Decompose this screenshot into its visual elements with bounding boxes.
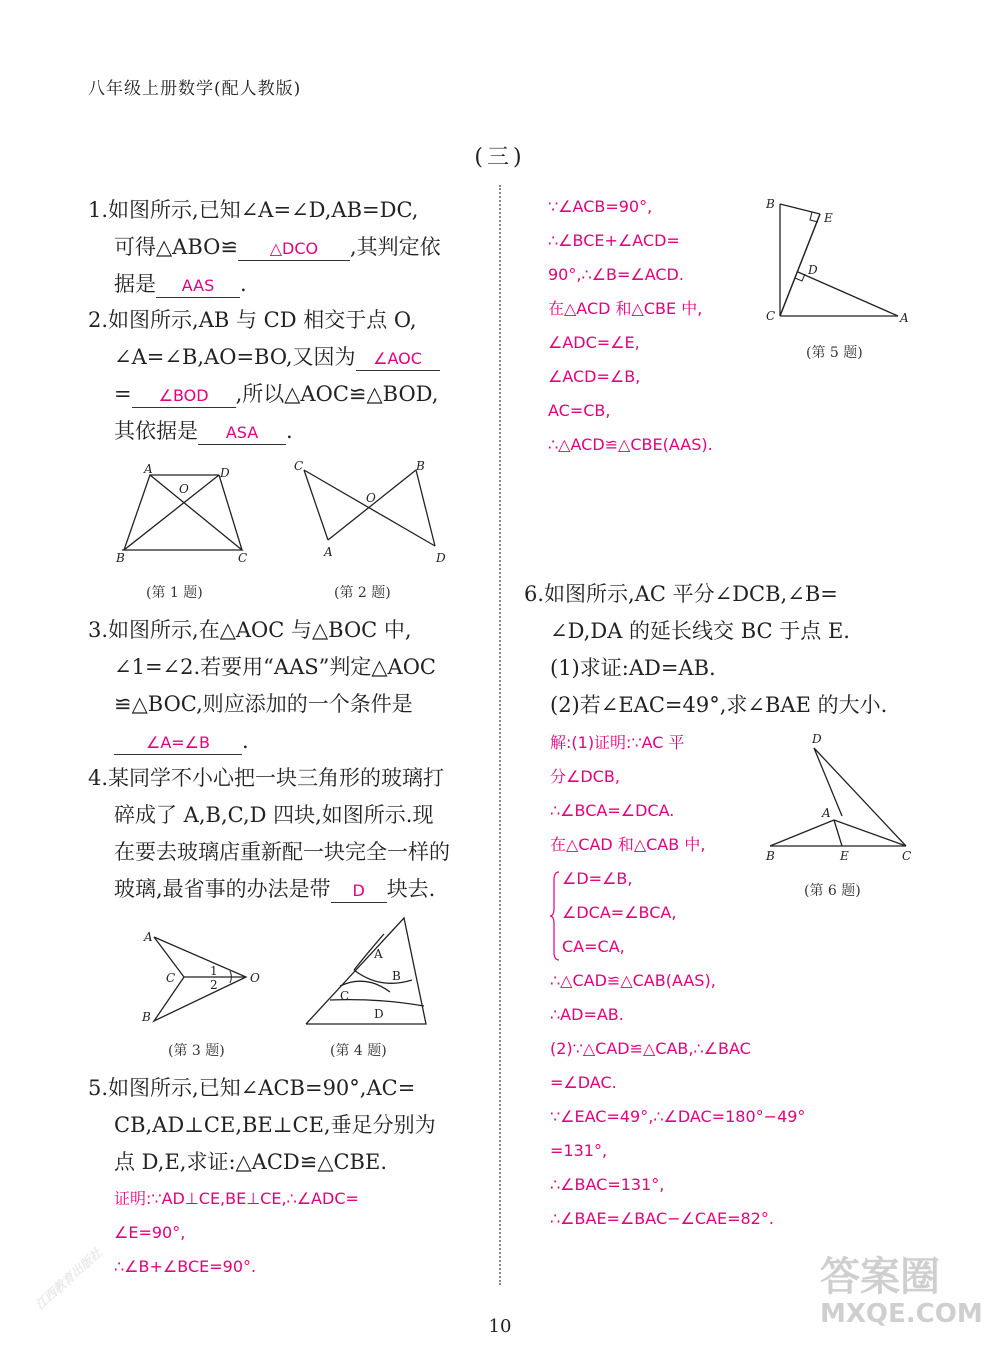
figure-4-caption: (第 4 题) (330, 1043, 387, 1059)
question-5 (88, 1070, 488, 1181)
fig5-label-c: C (766, 309, 776, 323)
figure-4-diagram (300, 910, 440, 1035)
site-logo (820, 1255, 983, 1329)
fig4-label-d: D (374, 1007, 384, 1021)
fig2-label-d: D (436, 551, 446, 565)
fig5-label-d: D (808, 263, 818, 277)
q1-answer-blank-1: △DCO (238, 238, 350, 261)
q6-answer-line: =131°, (550, 1141, 608, 1160)
q4-line1: 4.某同学不小心把一块三角形的玻璃打 (88, 766, 445, 790)
q6-answer-part1 (550, 726, 770, 862)
q6-system-line: CA=CA, (562, 937, 625, 956)
question-2 (88, 302, 488, 450)
q5-answer-line: ∴∠BCE+∠ACD= (548, 231, 680, 250)
q6-answer-line: 分∠DCB, (550, 767, 620, 786)
question-6 (524, 576, 944, 724)
q2-answer-blank-2: ∠BOD (132, 385, 236, 408)
section-title: (三) (474, 145, 526, 170)
fig3-label-b: B (142, 1010, 151, 1024)
fig6-label-e: E (840, 849, 849, 863)
fig3-label-o: O (250, 971, 260, 985)
fig3-label-a: A (144, 930, 153, 944)
fig1-label-d: D (220, 466, 230, 480)
figure-3-caption: (第 3 题) (168, 1043, 225, 1059)
fig2-label-a: A (324, 545, 333, 559)
page-number: 10 (488, 1316, 512, 1337)
figure-6-diagram (760, 728, 920, 868)
fig1-label-c: C (238, 551, 248, 565)
q5-answer-line: ∠ADC=∠E, (548, 333, 640, 352)
q5-answer-line: 证明:∵AD⊥CE,BE⊥CE,∴∠ADC= (114, 1189, 359, 1208)
q2-answer-blank-1: ∠AOC (356, 348, 440, 371)
q3-text: . (242, 729, 249, 753)
logo-top-text: 答案圈 (820, 1254, 940, 1300)
q6-answer-line: 在△CAD 和△CAB 中, (550, 835, 706, 854)
q5-answer-line: ∠ACD=∠B, (548, 367, 641, 386)
q5-answer-right (548, 190, 768, 462)
q5-line2: CB,AD⊥CE,BE⊥CE,垂足分别为 (114, 1113, 436, 1137)
q3-line2: ∠1=∠2.若要用“AAS”判定△AOC (114, 655, 436, 679)
q1-text: . (240, 272, 247, 296)
q2-text: 其依据是 (114, 419, 198, 443)
question-4 (88, 760, 488, 908)
q6-answer-line: ∴AD=AB. (550, 1005, 624, 1024)
q4-text: 玻璃,最省事的办法是带 (114, 877, 331, 901)
figure-2-diagram (290, 458, 450, 568)
question-1 (88, 192, 488, 303)
figure-1-caption: (第 1 题) (146, 585, 203, 601)
q5-line3: 点 D,E,求证:△ACD≌△CBE. (114, 1150, 387, 1174)
fig6-label-d: D (812, 732, 822, 746)
q6-answer-line: (2)∵△CAD≌△CAB,∴∠BAC (550, 1039, 751, 1058)
q6-answer-line: ∵∠EAC=49°,∴∠DAC=180°−49° (550, 1107, 806, 1126)
q4-line2: 碎成了 A,B,C,D 四块,如图所示.现 (114, 803, 434, 827)
fig1-label-b: B (116, 551, 125, 565)
book-header: 八年级上册数学(配人教版) (88, 79, 302, 99)
q1-text: ,其判定依 (349, 235, 441, 259)
fig6-label-a: A (822, 806, 831, 820)
q5-answer-line: ∴△ACD≌△CBE(AAS). (548, 435, 713, 454)
q6-answer-line: ∴△CAD≌△CAB(AAS), (550, 971, 716, 990)
figure-5-caption: (第 5 题) (806, 345, 863, 361)
fig6-label-b: B (766, 849, 775, 863)
q1-text: 可得△ABO≌ (114, 235, 238, 259)
q6-line1: 6.如图所示,AC 平分∠DCB,∠B= (524, 582, 838, 606)
q4-line3: 在要去玻璃店重新配一块完全一样的 (114, 840, 450, 864)
q5-answer-line: ∵∠ACB=90°, (548, 197, 653, 216)
fig5-label-a: A (900, 311, 909, 325)
q5-answer-left (114, 1182, 494, 1284)
q5-answer-line: ∴∠B+∠BCE=90°. (114, 1257, 257, 1276)
q6-answer-system (550, 862, 770, 964)
figure-5-diagram (762, 192, 922, 332)
q5-line1: 5.如图所示,已知∠ACB=90°,AC= (88, 1076, 416, 1100)
fig4-label-a: A (374, 947, 383, 961)
fig2-label-o: O (366, 491, 376, 505)
q5-answer-line: AC=CB, (548, 401, 611, 420)
q4-answer-blank-1: D (331, 880, 387, 903)
fig6-label-c: C (902, 849, 912, 863)
q5-answer-line: ∠E=90°, (114, 1223, 186, 1242)
q6-answer-line: ∴∠BAE=∠BAC−∠CAE=82°. (550, 1209, 774, 1228)
logo-bottom-text: MXQE.COM (820, 1299, 983, 1329)
q3-answer-blank-1: ∠A=∠B (114, 732, 242, 755)
q5-answer-line: 90°,∴∠B=∠ACD. (548, 265, 684, 284)
q6-line2: ∠D,DA 的延长线交 BC 于点 E. (550, 619, 850, 643)
q2-text: = (114, 382, 132, 406)
q6-system-line: ∠DCA=∠BCA, (562, 903, 677, 922)
figure-6-caption: (第 6 题) (804, 883, 861, 899)
q4-text: 块去. (386, 877, 436, 901)
q2-answer-blank-3: ASA (198, 422, 286, 445)
fig4-label-c: C (340, 989, 350, 1003)
q2-text: ,所以△AOC≌△BOD, (235, 382, 439, 406)
fig2-label-b: B (416, 459, 425, 473)
left-brace-icon (550, 870, 560, 962)
q1-text: 据是 (114, 272, 156, 296)
fig4-label-b: B (392, 969, 401, 983)
fig1-label-a: A (144, 462, 153, 476)
q2-text: . (286, 419, 293, 443)
figure-2-caption: (第 2 题) (334, 585, 391, 601)
q3-line3: ≌△BOC,则应添加的一个条件是 (114, 692, 413, 716)
question-3 (88, 612, 488, 760)
fig1-label-o: O (179, 482, 189, 496)
column-divider (499, 185, 501, 1285)
watermark-text: 江西教育出版社 (32, 1245, 105, 1313)
q2-text: ∠A=∠B,AO=BO,又因为 (114, 345, 356, 369)
fig5-label-e: E (824, 211, 833, 225)
q6-system-line: ∠D=∠B, (562, 869, 633, 888)
q5-answer-line: 在△ACD 和△CBE 中, (548, 299, 703, 318)
fig5-label-b: B (766, 197, 775, 211)
q1-answer-blank-2: AAS (156, 275, 240, 298)
fig3-label-c: C (166, 971, 176, 985)
fig3-label-1: 1 (210, 964, 218, 978)
q6-answer-part2 (550, 964, 930, 1236)
q1-line1: 1.如图所示,已知∠A=∠D,AB=DC, (88, 198, 419, 222)
q6-answer-line: =∠DAC. (550, 1073, 617, 1092)
fig2-label-c: C (294, 459, 304, 473)
q3-line1: 3.如图所示,在△AOC 与△BOC 中, (88, 618, 412, 642)
q2-line1: 2.如图所示,AB 与 CD 相交于点 O, (88, 308, 417, 332)
q6-line4: (2)若∠EAC=49°,求∠BAE 的大小. (550, 693, 888, 717)
figure-1-diagram (112, 460, 257, 570)
q6-answer-line: 解:(1)证明:∵AC 平 (550, 733, 685, 752)
q6-answer-line: ∴∠BAC=131°, (550, 1175, 665, 1194)
figure-3-diagram (138, 925, 268, 1030)
fig3-label-2: 2 (210, 978, 218, 992)
q6-line3: (1)求证:AD=AB. (550, 656, 716, 680)
q6-answer-line: ∴∠BCA=∠DCA. (550, 801, 675, 820)
